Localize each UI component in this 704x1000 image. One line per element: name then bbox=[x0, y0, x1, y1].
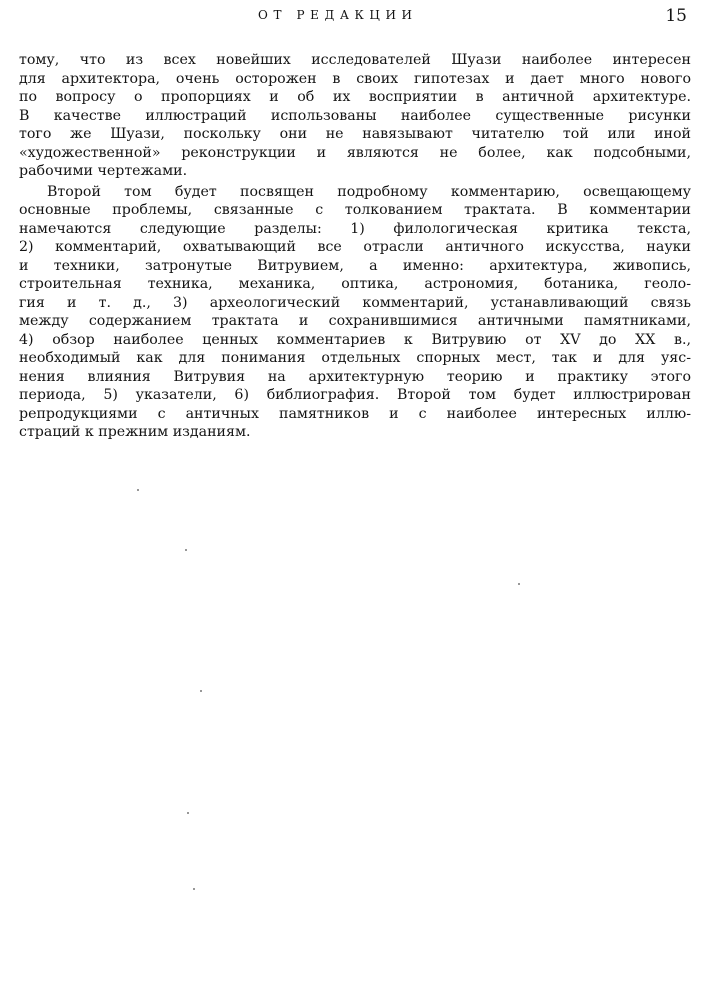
text-line: «художественной» реконструкции и являются не более, как подсобными, bbox=[19, 144, 691, 161]
scan-speck bbox=[185, 549, 187, 551]
text-line: нения влияния Витрувия на архитектурную теорию и практику этого bbox=[19, 368, 691, 385]
text-line: рабочими чертежами. bbox=[19, 163, 188, 179]
section-title: ОТ РЕДАКЦИИ bbox=[258, 8, 418, 22]
text-line: между содержанием трактата и сохранившимися античными памятниками, bbox=[19, 313, 691, 329]
running-header bbox=[0, 6, 704, 28]
text-line: 2) комментарий, охватывающий все отрасли античного искусства, науки bbox=[19, 239, 691, 255]
text-line: намечаются следующие разделы: 1) филологическая критика текста, bbox=[19, 220, 691, 237]
text-line: репродукциями с античных памятников и с наиболее интересных иллю- bbox=[19, 405, 691, 422]
text-line: периода, 5) указатели, 6) библиография. Второй том будет иллюстрирован bbox=[19, 387, 691, 403]
scan-speck bbox=[137, 489, 139, 491]
paragraph-1 bbox=[19, 51, 691, 181]
text-line: для архитектора, очень осторожен в своих гипотезах и дает много нового bbox=[19, 70, 691, 87]
text-line: по вопросу о пропорциях и об их восприятии в античной архитектуре. bbox=[19, 89, 691, 105]
text-line: тому, что из всех новейших исследователей Шуази наиболее интересен bbox=[19, 52, 691, 68]
text-line: строительная техника, механика, оптика, астрономия, ботаника, геоло- bbox=[19, 276, 691, 292]
text-line: Второй том будет посвящен подробному комментарию, освещающему bbox=[47, 183, 691, 200]
text-line: гия и т. д., 3) археологический комментарий, устанавливающий связь bbox=[19, 294, 691, 311]
scan-speck bbox=[193, 888, 195, 890]
text-line: и техники, затронутые Витрувием, а именно: архитектура, живопись, bbox=[19, 257, 691, 274]
text-line: необходимый как для понимания отдельных спорных мест, так и для уяс- bbox=[19, 350, 691, 366]
paragraph-2 bbox=[19, 183, 691, 442]
text-line: того же Шуази, поскольку они не навязывают читателю той или иной bbox=[19, 126, 691, 142]
page-number: 15 bbox=[665, 6, 687, 26]
text-line: 4) обзор наиболее ценных комментариев к Витрувию от XV до XX в., bbox=[19, 331, 691, 348]
scan-speck bbox=[518, 583, 520, 585]
text-line: В качестве иллюстраций использованы наиболее существенные рисунки bbox=[19, 107, 691, 124]
text-line: основные проблемы, связанные с толкованием трактата. В комментарии bbox=[19, 202, 691, 218]
text-line: страций к прежним изданиям. bbox=[19, 424, 251, 440]
body-text bbox=[19, 51, 691, 442]
scan-speck bbox=[187, 812, 189, 814]
scan-speck bbox=[200, 690, 202, 692]
